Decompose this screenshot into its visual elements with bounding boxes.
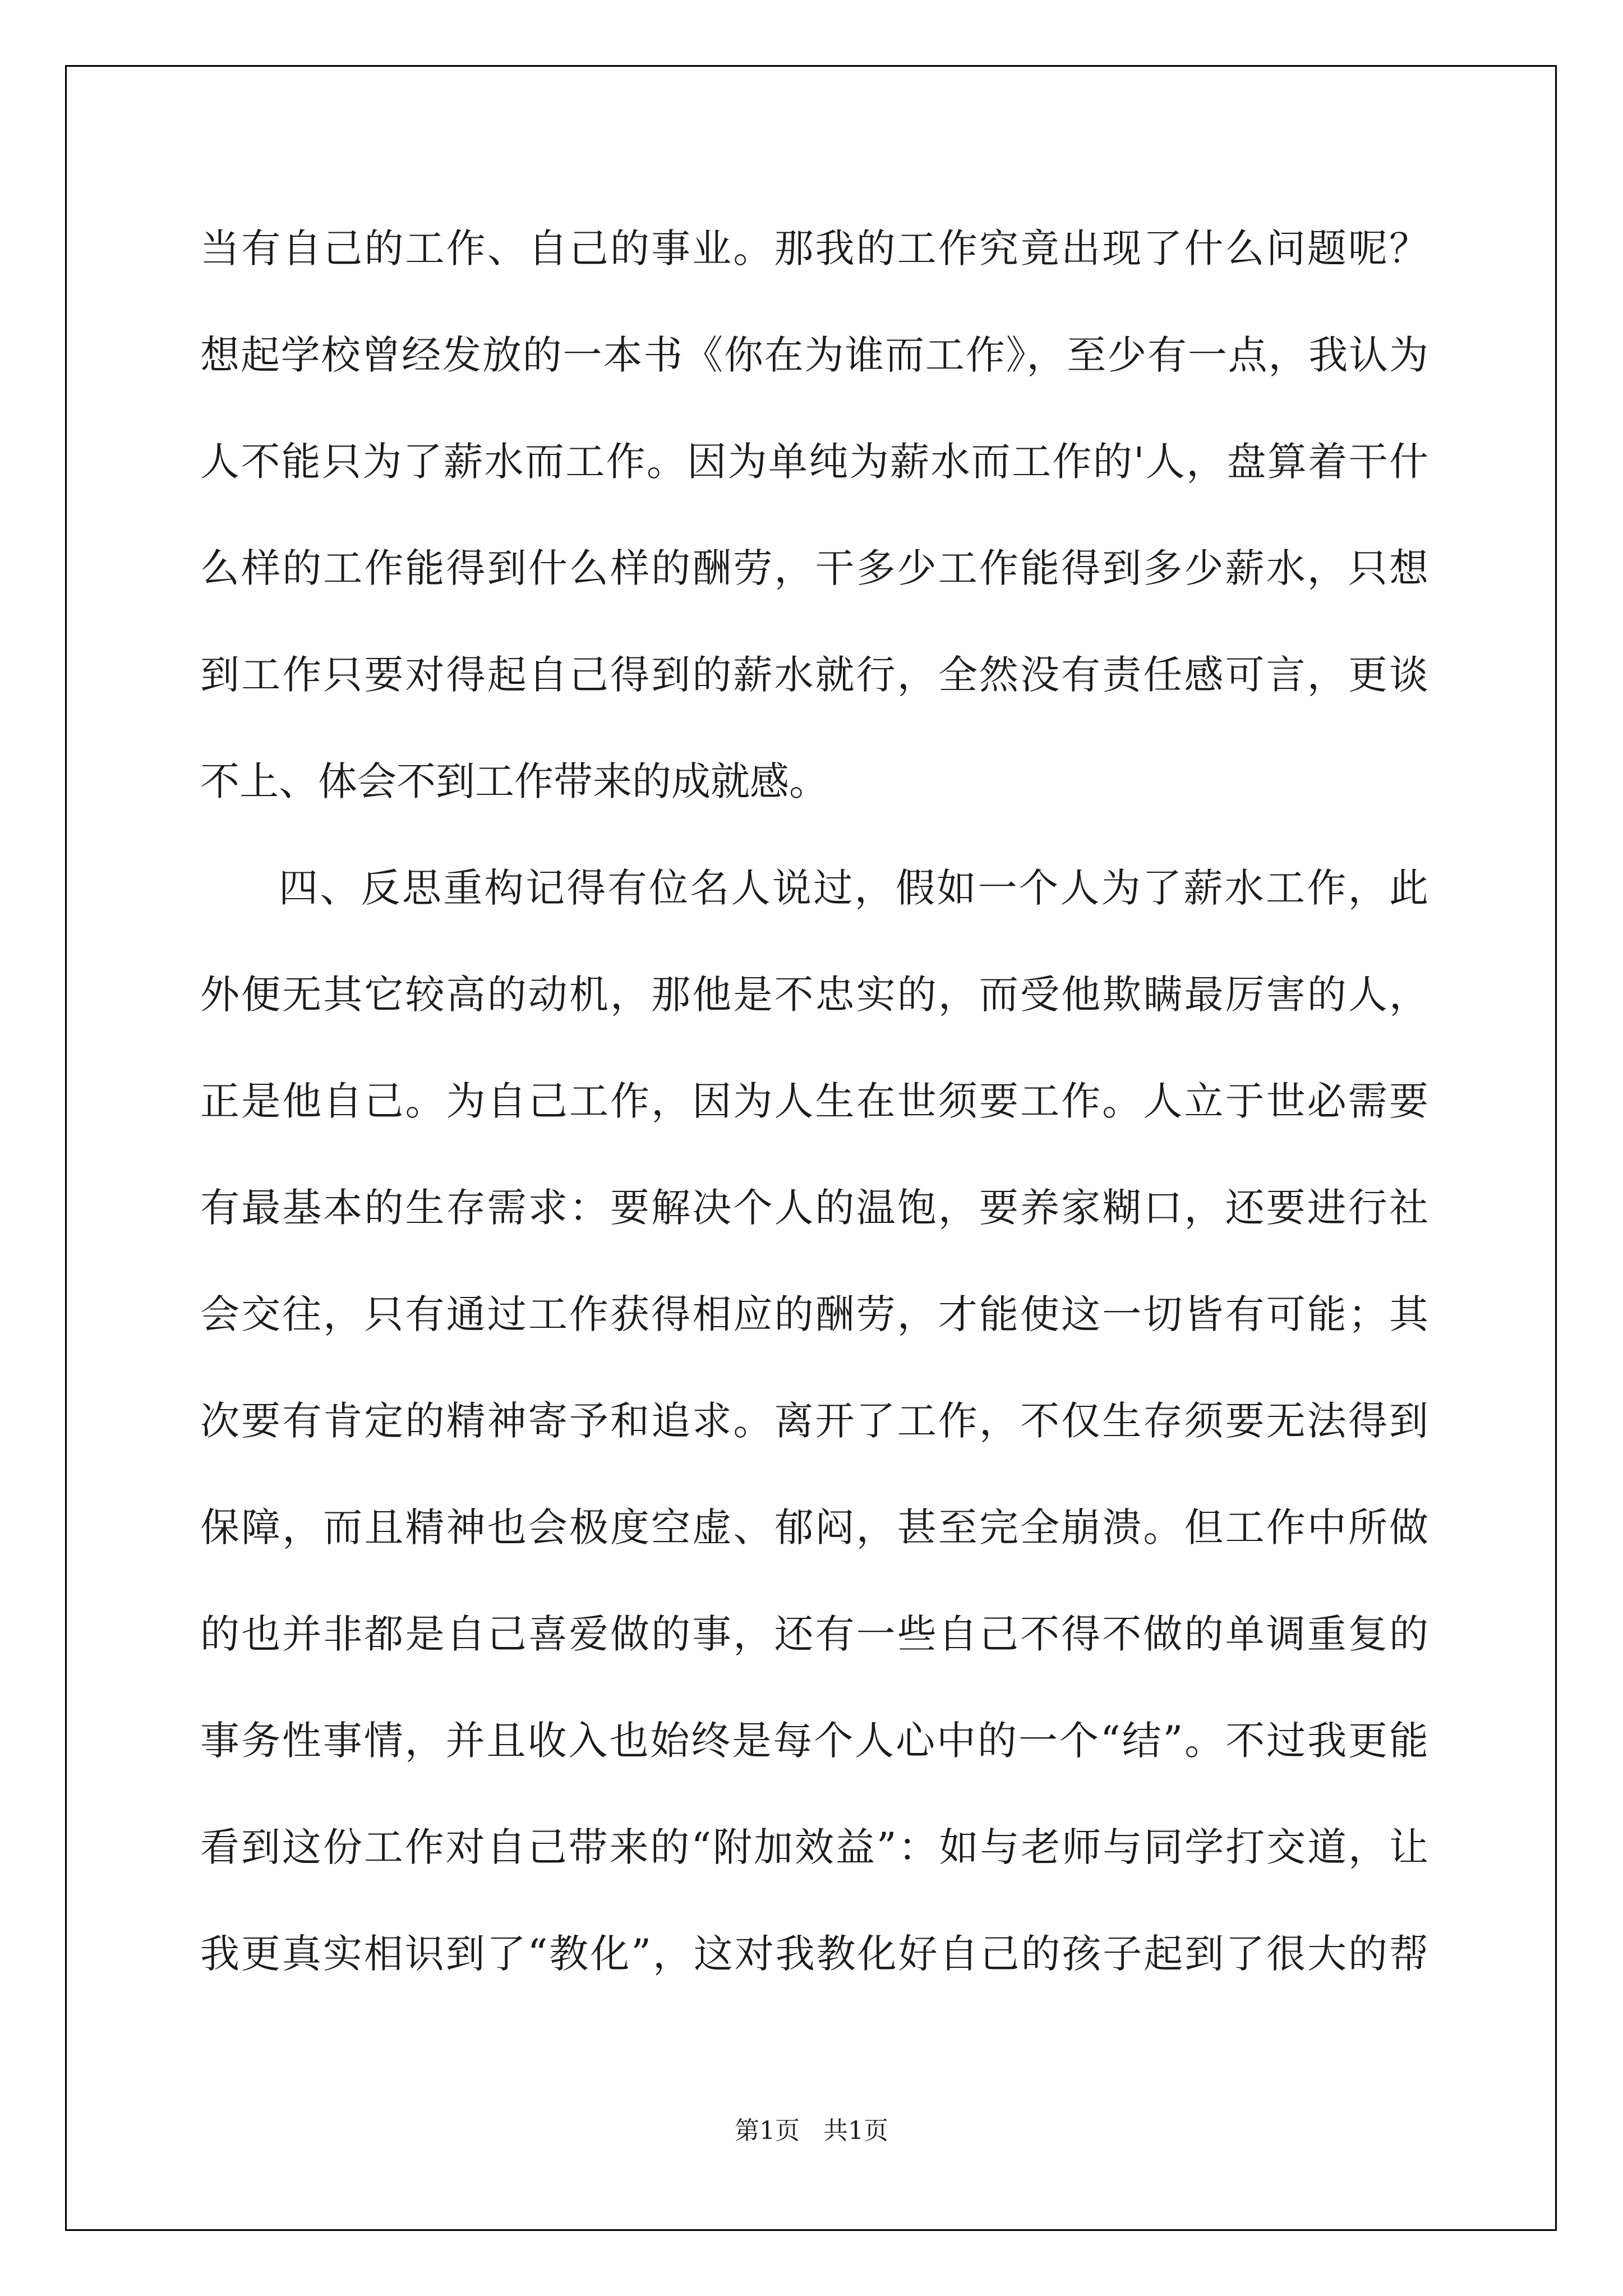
text-line: 保障，而且精神也会极度空虚、郁闷，甚至完全崩溃。但工作中所做 xyxy=(200,1504,1428,1550)
text-line: 四、反思重构记得有位名人说过，假如一个人为了薪水工作，此 xyxy=(279,865,1428,911)
text-line: 么样的工作能得到什么样的酬劳，干多少工作能得到多少薪水，只想 xyxy=(200,545,1428,591)
text-line: 到工作只要对得起自己得到的薪水就行，全然没有责任感可言，更谈 xyxy=(200,652,1428,698)
page-footer xyxy=(0,2110,1623,2146)
text-line: 次要有肯定的精神寄予和追求。离开了工作，不仅生存须要无法得到 xyxy=(200,1398,1428,1444)
page-number: 第1页 xyxy=(735,2116,800,2145)
text-line: 想起学校曾经发放的一本书《你在为谁而工作》，至少有一点，我认为 xyxy=(200,332,1428,378)
text-line: 会交往，只有通过工作获得相应的酬劳，才能使这一切皆有可能；其 xyxy=(200,1291,1428,1337)
text-line: 正是他自己。为自己工作，因为人生在世须要工作。人立于世必需要 xyxy=(200,1078,1428,1124)
text-line: 的也并非都是自己喜爱做的事，还有一些自己不得不做的单调重复的 xyxy=(200,1611,1428,1657)
text-line: 看到这份工作对自己带来的“附加效益”：如与老师与同学打交道，让 xyxy=(200,1824,1428,1870)
text-line: 我更真实相识到了“教化”，这对我教化好自己的孩子起到了很大的帮 xyxy=(200,1931,1428,1977)
text-line: 外便无其它较高的动机，那他是不忠实的，而受他欺瞒最厉害的人， xyxy=(200,972,1428,1018)
page-total: 共1页 xyxy=(823,2116,888,2145)
text-line: 不上、体会不到工作带来的成就感。 xyxy=(200,758,828,804)
document-body xyxy=(200,212,1428,2024)
text-line: 事务性事情，并且收入也始终是每个人心中的一个“结”。不过我更能 xyxy=(200,1718,1428,1764)
text-line: 有最基本的生存需求：要解决个人的温饱，要养家糊口，还要进行社 xyxy=(200,1185,1428,1231)
text-line: 当有自己的工作、自己的事业。那我的工作究竟出现了什么问题呢？ xyxy=(200,226,1428,272)
text-line: 人不能只为了薪水而工作。因为单纯为薪水而工作的'人，盘算着干什 xyxy=(200,439,1428,485)
